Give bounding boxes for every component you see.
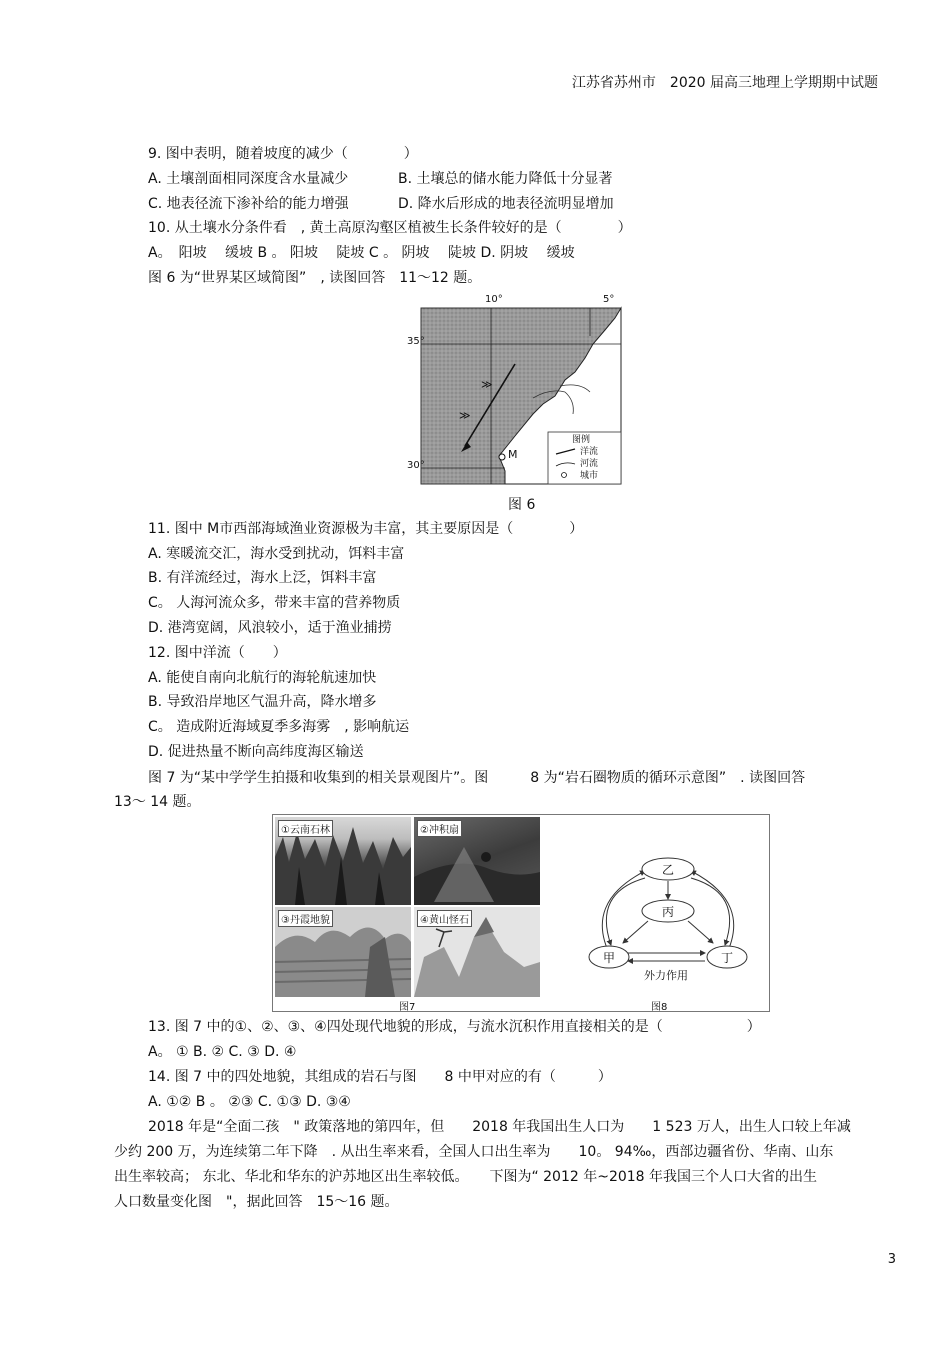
fig7-photo-stone-forest	[275, 817, 411, 905]
figure-6-map	[407, 294, 630, 491]
q14-options: A. ①② B 。 ②③ C. ①③ D. ③④	[148, 1094, 351, 1110]
para-line2: 少约 200 万，为连续第二年下降 . 从出生率来看，全国人口出生率为 10。 94‰，西部边疆省份、华南、山东	[114, 1144, 834, 1160]
fig7-caption: 图7	[399, 1002, 416, 1013]
fig6-legend-current: 洋流	[580, 447, 599, 457]
q11-option-b: B. 有洋流经过，海水上泛，饵料丰富	[148, 570, 377, 586]
fig6-caption: 图 6	[508, 497, 536, 513]
fig78-intro-line2: 13～ 14 题。	[114, 794, 201, 810]
para-line4: 人口数量变化图 "，据此回答 15～16 题。	[114, 1194, 399, 1210]
fig7-photo3-label: ③丹霞地貌	[278, 910, 333, 927]
q14-stem: 14. 图 7 中的四处地貌，其组成的岩石与图 8 中甲对应的有（ ）	[148, 1069, 612, 1085]
svg-text:≫: ≫	[459, 409, 471, 422]
page-header: 江苏省苏州市 2020 届高三地理上学期期中试题	[571, 75, 878, 91]
fig6-legend-river: 河流	[580, 459, 599, 469]
fig7-photo2-label: ②冲积扇	[417, 820, 462, 837]
fig8-node-ding: 丁	[721, 951, 734, 965]
q13-stem: 13. 图 7 中的①、②、③、④四处现代地貌的形成，与流水沉积作用直接相关的是（ ）	[148, 1019, 761, 1035]
fig6-city-label: M	[508, 448, 518, 461]
q11-stem: 11. 图中 M市西部海域渔业资源极为丰富，其主要原因是（ ）	[148, 521, 584, 537]
q10-stem: 10. 从土壤水分条件看 , 黄土高原沟壑区植被生长条件较好的是（ ）	[148, 220, 632, 236]
fig6-lon-10: 10°	[485, 294, 503, 305]
figure-7-8-panel	[272, 814, 770, 1012]
fig7-photo1-label: ①云南石林	[278, 820, 333, 837]
fig8-arrow-label: 外力作用	[644, 969, 688, 982]
q12-stem: 12. 图中洋流（ ）	[148, 645, 287, 661]
fig8-rock-cycle-diagram	[573, 833, 763, 1003]
q12-option-d: D. 促进热量不断向高纬度海区输送	[148, 744, 364, 760]
page-number: 3	[887, 1252, 896, 1267]
fig8-caption: 图8	[651, 1002, 668, 1013]
fig6-lat-30: 30°	[407, 460, 425, 471]
q9-option-c: C. 地表径流下渗补给的能力增强	[148, 196, 349, 212]
fig6-legend-city: 城市	[580, 471, 599, 481]
fig7-photo4-label: ④黄山怪石	[417, 910, 472, 927]
fig6-lat-35: 35°	[407, 336, 425, 347]
fig7-photo-danxia	[275, 907, 411, 997]
fig6-legend-title: 图例	[572, 435, 591, 445]
fig7-photo-huangshan	[414, 907, 540, 997]
fig8-node-yi: 乙	[662, 863, 675, 877]
fig6-lon-5: 5°	[603, 294, 615, 305]
q12-option-b: B. 导致沿岸地区气温升高，降水增多	[148, 694, 377, 710]
q9-option-d: D. 降水后形成的地表径流明显增加	[398, 196, 614, 212]
q11-option-d: D. 港湾宽阔，风浪较小，适于渔业捕捞	[148, 620, 392, 636]
fig8-node-bing: 丙	[662, 905, 675, 919]
q9-stem: 9. 图中表明，随着坡度的减少（ ）	[148, 146, 418, 162]
fig8-node-jia: 甲	[603, 951, 616, 965]
q12-option-c: C。 造成附近海域夏季多海雾 , 影响航运	[148, 719, 410, 735]
q9-option-a: A. 土壤剖面相同深度含水量减少	[148, 171, 349, 187]
q13-options: A。 ① B. ② C. ③ D. ④	[148, 1044, 297, 1060]
para-line3: 出生率较高； 东北、华北和华东的沪苏地区出生率较低。 下图为“ 2012 年~2018 年我国三个人口大省的出生	[114, 1169, 818, 1185]
q9-option-b: B. 土壤总的储水能力降低十分显著	[398, 171, 613, 187]
fig78-intro-line1: 图 7 为“某中学学生拍摄和收集到的相关景观图片”。图 8 为“岩石圈物质的循环示意图” . 读图回答	[148, 770, 806, 786]
fig6-intro: 图 6 为“世界某区域简图” , 读图回答 11～12 题。	[148, 270, 482, 286]
q11-option-c: C。 人海河流众多，带来丰富的营养物质	[148, 595, 401, 611]
svg-text:≫: ≫	[481, 378, 493, 391]
q11-option-a: A. 寒暖流交汇，海水受到扰动，饵料丰富	[148, 546, 405, 562]
fig7-photo-alluvial-fan	[414, 817, 540, 905]
para-line1: 2018 年是“全面二孩 " 政策落地的第四年，但 2018 年我国出生人口为 1 523 万人，出生人口较上年减	[148, 1119, 851, 1135]
q10-options: A。 阳坡 缓坡 B 。 阳坡 陡坡 C 。 阴坡 陡坡 D. 阴坡 缓坡	[148, 245, 575, 261]
q12-option-a: A. 能使自南向北航行的海轮航速加快	[148, 670, 377, 686]
